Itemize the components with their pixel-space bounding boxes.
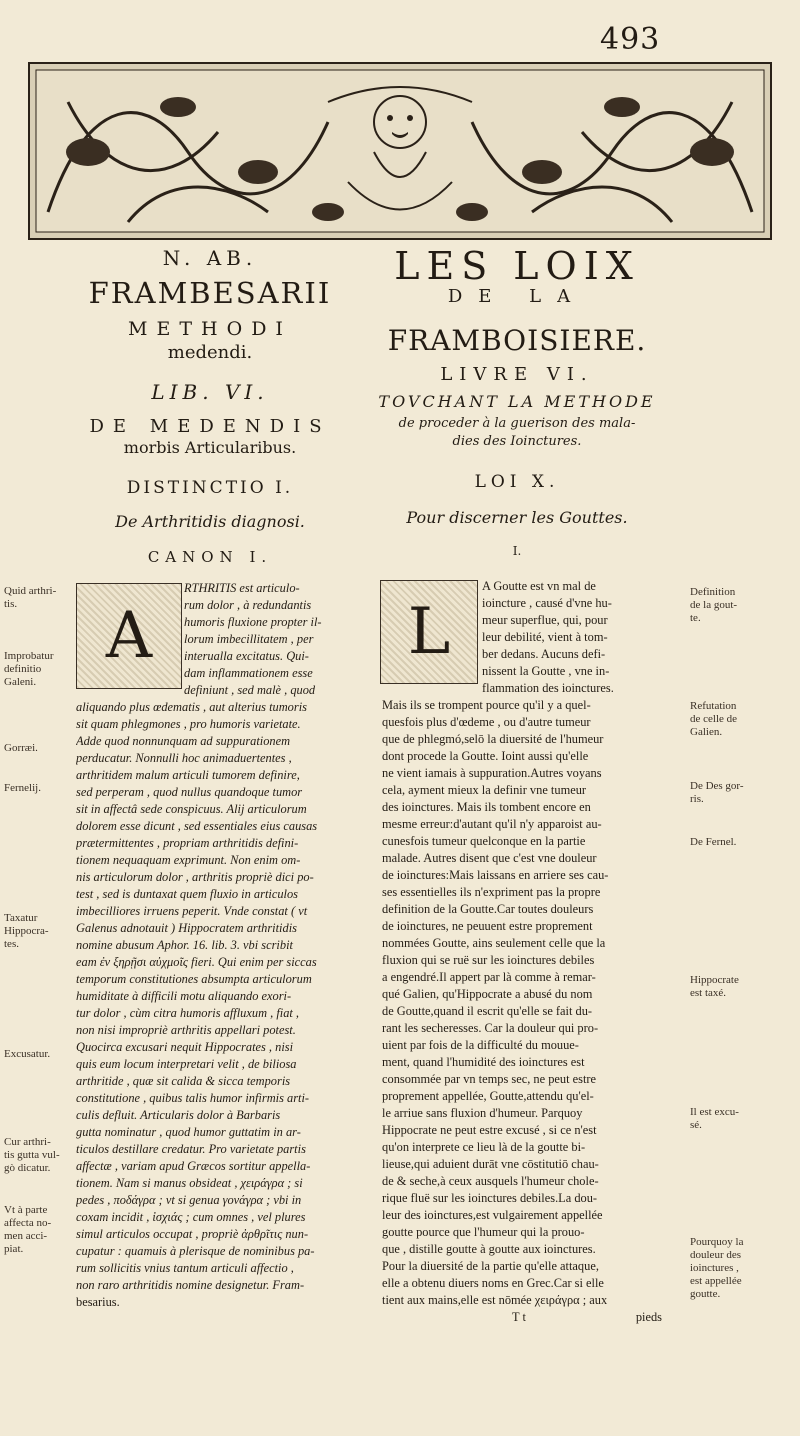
text-line: RTHRITIS est articulo- bbox=[184, 581, 300, 595]
text-line: culis defluit. Articularis dolor à Barbaris bbox=[76, 1108, 281, 1122]
text-line: leur des ioinctures,est vulgairement appellée bbox=[382, 1208, 603, 1222]
latin-name: FRAMBESARII bbox=[88, 276, 332, 310]
text-line: meur superflue, qui, pour bbox=[482, 613, 608, 627]
french-de-la: DE LA bbox=[447, 286, 587, 307]
french-margin-note: De Des gor- ris. bbox=[690, 780, 744, 805]
text-line: aliquando plus œdematis , aut alterius tumoris bbox=[76, 700, 307, 714]
text-line: dolorem esse dicunt , sed essentiales eius causas bbox=[76, 819, 318, 833]
latin-margin-note: Vt à parte affecta no- men acci- piat. bbox=[4, 1204, 52, 1255]
latin-canon: CANON I. bbox=[147, 548, 273, 566]
text-line: rant les secheresses. Car la douleur qui pro- bbox=[382, 1021, 599, 1035]
text-line: definition de la Goutte.Car toutes douleurs bbox=[382, 902, 594, 916]
text-line: nommées Goutte, ains seulement celle que la bbox=[382, 936, 606, 950]
text-line: ment, quand l'humidité des ioinctures est bbox=[382, 1055, 585, 1069]
text-line: nissent la Goutte , vne in- bbox=[482, 664, 610, 678]
text-line: gutta nominatur , quod humor guttatim in ar- bbox=[76, 1125, 301, 1139]
text-line: constitutione , quibus talis humor infirmis arti- bbox=[76, 1091, 310, 1105]
french-loi: LOI X. bbox=[474, 472, 560, 492]
text-line: eam ἐν ξηρῇσι αὐχμοῖς fieri. Qui enim per siccas bbox=[76, 955, 317, 969]
text-line: des ioinctures. Mais ils tombent encore en bbox=[382, 800, 591, 814]
text-line: leur debilité, vient à tom- bbox=[482, 630, 608, 644]
catchword: pieds bbox=[635, 1310, 662, 1324]
signature-mark: T t bbox=[512, 1310, 526, 1324]
text-line: Hippocrate ne peut estre excusé , si ce n'est bbox=[382, 1123, 597, 1137]
french-topic: Pour discerner les Gouttes. bbox=[406, 508, 628, 527]
latin-title-block bbox=[60, 246, 360, 576]
text-line: de ioinctures, ne peuuent estre proprement bbox=[382, 919, 593, 933]
text-line: quesfois plus d'œdeme , ou d'autre tumeur bbox=[382, 715, 591, 729]
text-line: definiunt , sed malè , quod bbox=[184, 683, 316, 697]
text-line: nis articulorum dolor , arthritis propriè dici po- bbox=[76, 870, 314, 884]
text-line: rum sollicitis vnius tantum articuli affectio , bbox=[76, 1261, 294, 1275]
text-line: imbecilliores irruens peperit. Vnde constat ( vt bbox=[76, 904, 308, 918]
text-line: cela, ayment mieux la definir vne tumeur bbox=[382, 783, 587, 797]
text-line: non raro arthritidis nomine designetur. Fram- bbox=[76, 1278, 305, 1292]
text-line: de Goutte,quand il escrit qu'elle se fait du- bbox=[382, 1004, 593, 1018]
text-line: lieuse,qui aduient durāt vne cōstitutiō chau- bbox=[382, 1157, 599, 1171]
text-line: simul articulos occupat , propriè ἀρθρῖτις nun- bbox=[76, 1227, 309, 1241]
french-numeral: I. bbox=[512, 544, 522, 558]
french-subtitle-proceder: de proceder à la guerison des mala- bbox=[398, 416, 636, 431]
latin-subtitle-morbis: morbis Articularibus. bbox=[123, 438, 297, 457]
latin-margin-note: Taxatur Hippocra- tes. bbox=[4, 912, 49, 950]
text-line: tient aux mains,elle est nōmée χειράγρα ; aux bbox=[382, 1293, 608, 1307]
text-line: ber dedans. Aucuns defi- bbox=[482, 647, 606, 661]
latin-title-methodi: METHODI bbox=[128, 318, 292, 340]
latin-subtitle: DE MEDENDIS bbox=[89, 416, 331, 437]
french-body-text bbox=[382, 578, 662, 1326]
text-line: a engendré.Il appert par là comme à remar- bbox=[382, 970, 596, 984]
text-line: prætermittentes , propriam arthritidis defini- bbox=[76, 836, 299, 850]
text-line: lorum imbecillitatem , per bbox=[184, 632, 314, 646]
text-line: Galenus adnotauit ) Hippocratem arthritidis bbox=[76, 921, 297, 935]
text-line: mesme erreur:d'autant qu'il n'y apparoist au- bbox=[382, 817, 602, 831]
catchword-line bbox=[382, 1309, 662, 1326]
text-line: perducatur. Nonnulli hoc animaduertentes , bbox=[76, 751, 292, 765]
text-line: qué Galien, qu'Hippocrate a abusé du nom bbox=[382, 987, 593, 1001]
page-number: 493 bbox=[600, 22, 661, 57]
french-subtitle: TOVCHANT LA METHODE bbox=[378, 392, 656, 411]
text-line: ne vient iamais à suppuration.Autres voyans bbox=[382, 766, 602, 780]
text-line: de ioinctures:Mais laissans en arriere ses cau- bbox=[382, 868, 609, 882]
latin-drop-cap: A bbox=[76, 583, 182, 689]
text-line: humiditate à difficili motu aliquando exori- bbox=[76, 989, 292, 1003]
text-line: Pour la diuersité de la partie qu'elle attaque, bbox=[382, 1259, 599, 1273]
text-line: uient par fois de la difficulté du mouue- bbox=[382, 1038, 579, 1052]
text-line: dam inflammationem esse bbox=[184, 666, 313, 680]
text-line: ticulos destillare credatur. Pro varietate partis bbox=[76, 1142, 306, 1156]
text-line: ioincture , causé d'vne hu- bbox=[482, 596, 612, 610]
text-line: temporum constitutiones absumpta articulorum bbox=[76, 972, 312, 986]
text-line: Adde quod nonnunquam ad suppurationem bbox=[76, 734, 291, 748]
text-line: test , sed is duntaxat quem fluxio in articulos bbox=[76, 887, 298, 901]
text-line: A Goutte est vn mal de bbox=[482, 579, 596, 593]
text-line: que , distille goutte à goutte aux ioinctures. bbox=[382, 1242, 596, 1256]
french-margin-note: Il est excu- sé. bbox=[690, 1106, 739, 1131]
french-book: LIVRE VI. bbox=[440, 364, 594, 385]
french-margin-note: Hippocrate est taxé. bbox=[690, 974, 739, 999]
latin-title-medendi: medendi. bbox=[167, 342, 253, 363]
text-line: qu'on interprete ce lieu là de la goutte bi- bbox=[382, 1140, 586, 1154]
french-drop-cap: L bbox=[380, 580, 478, 684]
french-name: FRAMBOISIERE. bbox=[387, 324, 647, 357]
text-line: tur dolor , cùm citra humoris affluxum , fiat , bbox=[76, 1006, 300, 1020]
text-line: proprement appellée, Goutte,attendu qu'el- bbox=[382, 1089, 594, 1103]
text-line: arthritidem malum articuli tumorem definire, bbox=[76, 768, 300, 782]
engraved-headpiece-ornament bbox=[28, 62, 772, 240]
text-line: de & seche,à ceux ausquels l'humeur chole- bbox=[382, 1174, 599, 1188]
text-line: Mais ils se trompent pource qu'il y a quel- bbox=[382, 698, 591, 712]
text-line: sed perperam , quod nullus quandoque tumor bbox=[76, 785, 303, 799]
text-line: rum dolor , à redundantis bbox=[184, 598, 312, 612]
french-margin-note: Refutation de celle de Galien. bbox=[690, 700, 738, 738]
latin-margin-note: Improbatur definitio Galeni. bbox=[4, 650, 54, 688]
french-title: LES LOIX bbox=[394, 244, 640, 288]
latin-distinctio: DISTINCTIO I. bbox=[126, 478, 294, 498]
text-line: goutte pource que l'humeur qui la prouo- bbox=[382, 1225, 585, 1239]
latin-margin-note: Quid arthri- tis. bbox=[4, 585, 57, 610]
text-line: Quocirca excusari nequit Hippocrates , nisi bbox=[76, 1040, 294, 1054]
latin-book: LIB. VI. bbox=[151, 380, 269, 404]
text-line: le arriue sans fluxion d'humeur. Parquoy bbox=[382, 1106, 583, 1120]
text-line: rique fluë sur les ioinctures debiles.La dou- bbox=[382, 1191, 598, 1205]
text-line: cupatur : quamuis à plerisque de nominibus pa- bbox=[76, 1244, 315, 1258]
french-title-block bbox=[372, 244, 662, 574]
french-margin-note: Pourquoy la douleur des ioinctures , est appellée goutte. bbox=[690, 1236, 744, 1300]
french-subtitle-ioinctures: dies des Ioinctures. bbox=[452, 434, 582, 449]
text-line: arthritide , quæ sit calida & sicca temporis bbox=[76, 1074, 291, 1088]
text-line: besarius. bbox=[76, 1295, 120, 1309]
text-line: que de phlegmó,selō la diuersité de l'humeur bbox=[382, 732, 604, 746]
text-line: coxam incidit , ἰσχιάς ; cum omnes , vel plures bbox=[76, 1210, 306, 1224]
text-line: humoris fluxione propter il- bbox=[184, 615, 322, 629]
text-line: tionem nequaquam exprimunt. Non enim om- bbox=[76, 853, 301, 867]
latin-author: N. AB. bbox=[162, 246, 258, 270]
text-line: affectæ , variam apud Græcos sortitur appella- bbox=[76, 1159, 311, 1173]
text-line: pedes , ποδάγρα ; vt si genua γονάγρα ; vbi in bbox=[76, 1193, 302, 1207]
text-line: flammation des ioinctures. bbox=[482, 681, 614, 695]
text-line: tionem. Nam si manus obsideat , χειράγρα ; si bbox=[76, 1176, 303, 1190]
french-margin-note: De Fernel. bbox=[690, 836, 737, 848]
text-line: consommée par vn temps sec, ne peut estre bbox=[382, 1072, 597, 1086]
text-line: interualla excitatus. Qui- bbox=[184, 649, 309, 663]
text-line: cunesfois tumeur quelconque en la partie bbox=[382, 834, 586, 848]
text-line: malade. Autres disent que c'est vne douleur bbox=[382, 851, 597, 865]
text-line: nomine abusum Aphor. 16. lib. 3. vbi scribit bbox=[76, 938, 293, 952]
text-line: fluxion qui se ruë sur les ioinctures debiles bbox=[382, 953, 595, 967]
text-line: sit quam phlegmones , pro humoris varietate. bbox=[76, 717, 301, 731]
text-line: ses essentielles ils n'expriment pas la propre bbox=[382, 885, 601, 899]
latin-margin-note: Excusatur. bbox=[4, 1048, 51, 1060]
latin-margin-note: Fernelij. bbox=[4, 782, 41, 794]
latin-body-text bbox=[76, 580, 366, 1311]
text-line: elle a obtenu diuers noms en Grec.Car si elle bbox=[382, 1276, 604, 1290]
latin-topic: De Arthritidis diagnosi. bbox=[115, 512, 305, 531]
text-line: quis eum locum interpretari velit , de biliosa bbox=[76, 1057, 297, 1071]
text-line: non nisi impropriè arthritis appellari potest. bbox=[76, 1023, 296, 1037]
text-line: dont procede la Goutte. Ioint aussi qu'elle bbox=[382, 749, 589, 763]
latin-margin-note: Gorræi. bbox=[4, 742, 38, 754]
latin-margin-note: Cur arthri- tis gutta vul- gò dicatur. bbox=[4, 1136, 60, 1174]
french-margin-note: Definition de la gout- te. bbox=[690, 586, 738, 624]
text-line: sit in affectâ sede conspicuus. Alij articulorum bbox=[76, 802, 307, 816]
